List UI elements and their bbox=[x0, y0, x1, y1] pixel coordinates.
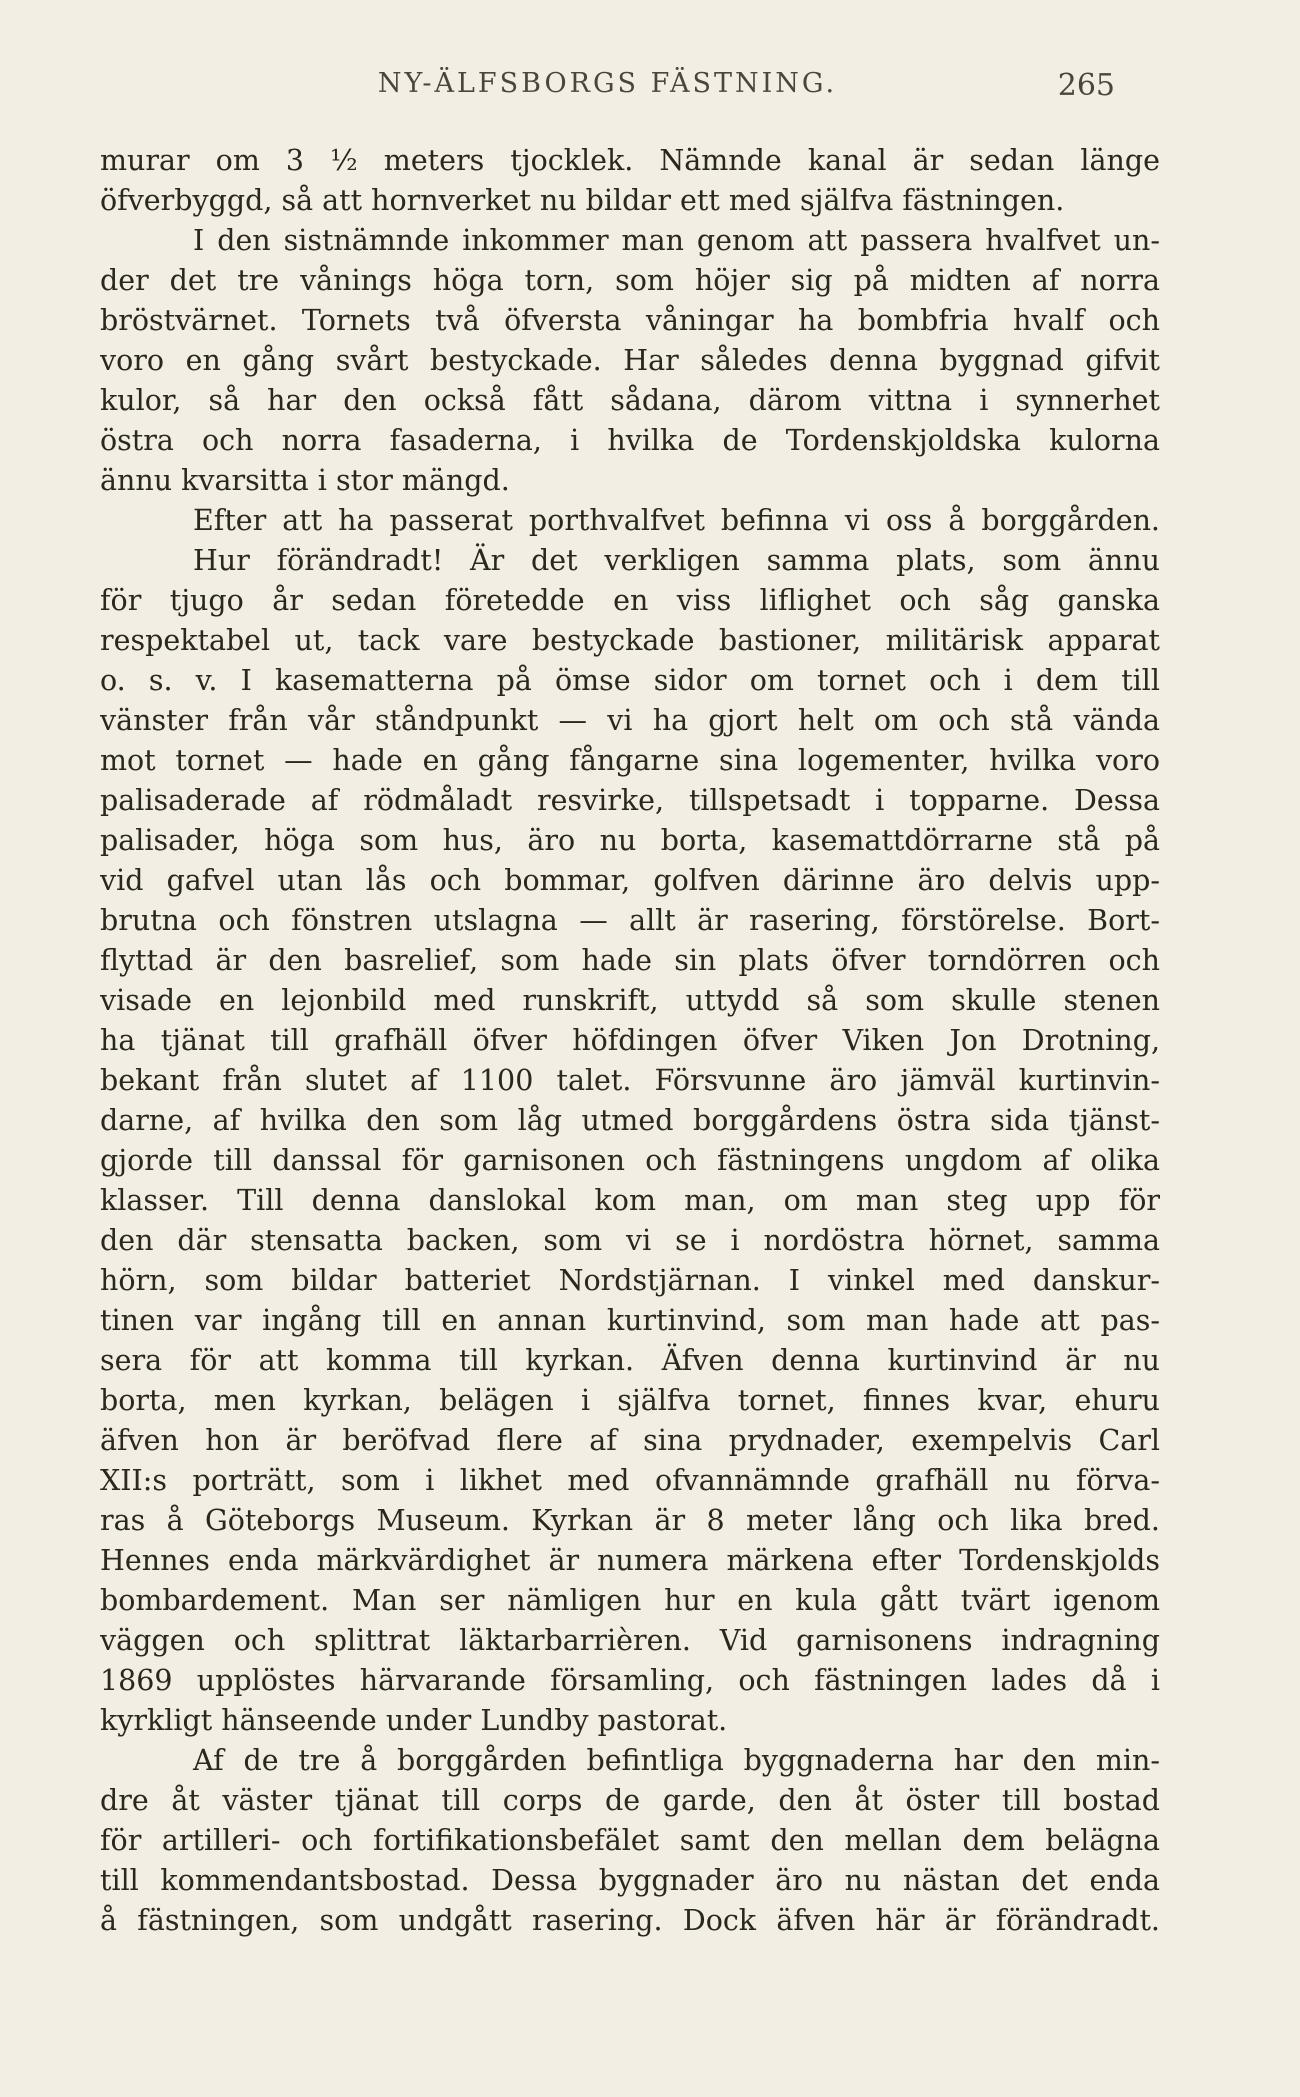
text-line: ha tjänat till grafhäll öfver höfdingen öfver Viken Jon Drotning, bbox=[100, 1024, 1160, 1057]
text-line: borta, men kyrkan, belägen i själfva tornet, finnes kvar, ehuru bbox=[100, 1384, 1160, 1417]
text-line: XII:s porträtt, som i likhet med ofvannämnde grafhäll nu förva- bbox=[100, 1464, 1160, 1497]
text-line: tinen var ingång till en annan kurtinvind, som man hade att pas- bbox=[100, 1304, 1160, 1337]
text-line: klasser. Till denna danslokal kom man, om man steg upp för bbox=[100, 1184, 1160, 1217]
text-line: Hennes enda märkvärdighet är numera märkena efter Tordenskjolds bbox=[100, 1544, 1160, 1577]
text-line: brutna och fönstren utslagna — allt är rasering, förstörelse. Bort- bbox=[100, 904, 1160, 937]
text-line: till kommendantsbostad. Dessa byggnader äro nu nästan det enda bbox=[100, 1864, 1160, 1897]
text-line: sera för att komma till kyrkan. Äfven denna kurtinvind är nu bbox=[100, 1344, 1160, 1377]
text-line: o. s. v. I kasematterna på ömse sidor om tornet och i dem till bbox=[100, 664, 1160, 697]
text-line: respektabel ut, tack vare bestyckade bastioner, militärisk apparat bbox=[100, 624, 1160, 657]
text-line: för tjugo år sedan företedde en viss liflighet och såg ganska bbox=[100, 584, 1160, 617]
text-line: visade en lejonbild med runskrift, uttydd så som skulle stenen bbox=[100, 984, 1160, 1017]
text-line: den där stensatta backen, som vi se i nordöstra hörnet, samma bbox=[100, 1224, 1160, 1257]
text-line: gjorde till danssal för garnisonen och fästningens ungdom af olika bbox=[100, 1144, 1160, 1177]
text-line: palisader, höga som hus, äro nu borta, kasemattdörrarne stå på bbox=[100, 824, 1160, 857]
text-line: darne, af hvilka den som låg utmed borggårdens östra sida tjänst- bbox=[100, 1104, 1160, 1137]
page-header bbox=[100, 68, 1115, 108]
text-line: vänster från vår ståndpunkt — vi ha gjort helt om och stå vända bbox=[100, 704, 1160, 737]
text-line: palisaderade af rödmåladt resvirke, tillspetsadt i topparne. Dessa bbox=[100, 784, 1160, 817]
text-line: vid gafvel utan lås och bommar, golfven därinne äro delvis upp- bbox=[100, 864, 1160, 897]
text-line: hörn, som bildar batteriet Nordstjärnan. I vinkel med danskur- bbox=[100, 1264, 1160, 1297]
text-line: väggen och splittrat läktarbarrièren. Vid garnisonens indragning bbox=[100, 1624, 1160, 1657]
text-line: äfven hon är beröfvad flere af sina prydnader, exempelvis Carl bbox=[100, 1424, 1160, 1457]
text-line: dre åt väster tjänat till corps de garde, den åt öster till bostad bbox=[100, 1784, 1160, 1817]
text-line: mot tornet — hade en gång fångarne sina logementer, hvilka voro bbox=[100, 744, 1160, 777]
text-line: 1869 upplöstes härvarande församling, och fästningen lades då i bbox=[100, 1664, 1160, 1697]
body-text bbox=[100, 141, 1160, 1941]
text-line: östra och norra fasaderna, i hvilka de Tordenskjoldska kulorna bbox=[100, 424, 1160, 457]
text-line: Af de tre å borggården befintliga byggnaderna har den min- bbox=[193, 1744, 1160, 1777]
text-line: bekant från slutet af 1100 talet. Försvunne äro jämväl kurtinvin- bbox=[100, 1064, 1160, 1097]
text-line: för artilleri- och fortifikationsbefälet samt den mellan dem belägna bbox=[100, 1824, 1160, 1857]
page-number: 265 bbox=[1057, 68, 1115, 103]
text-line: I den sistnämnde inkommer man genom att passera hvalfvet un- bbox=[193, 224, 1160, 257]
text-line: ännu kvarsitta i stor mängd. bbox=[100, 464, 510, 497]
text-line: murar om 3 ½ meters tjocklek. Nämnde kanal är sedan länge bbox=[100, 144, 1160, 177]
text-line: der det tre vånings höga torn, som höjer sig på midten af norra bbox=[100, 264, 1160, 297]
text-line: voro en gång svårt bestyckade. Har således denna byggnad gifvit bbox=[100, 344, 1160, 377]
text-line: flyttad är den basrelief, som hade sin plats öfver torndörren och bbox=[100, 944, 1160, 977]
text-line: å fästningen, som undgått rasering. Dock äfven här är förändradt. bbox=[100, 1904, 1160, 1937]
text-line: öfverbyggd, så att hornverket nu bildar ett med själfva fästningen. bbox=[100, 184, 1065, 217]
text-line: Efter att ha passerat porthvalfvet befinna vi oss å borggården. bbox=[193, 504, 1160, 537]
text-line: kyrkligt hänseende under Lundby pastorat. bbox=[100, 1704, 728, 1737]
text-line: ras å Göteborgs Museum. Kyrkan är 8 meter lång och lika bred. bbox=[100, 1504, 1160, 1537]
text-line: Hur förändradt! Är det verkligen samma plats, som ännu bbox=[193, 544, 1160, 577]
running-head: NY-ÄLFSBORGS FÄSTNING. bbox=[377, 68, 838, 99]
text-line: kulor, så har den också fått sådana, därom vittna i synnerhet bbox=[100, 384, 1160, 417]
text-line: bröstvärnet. Tornets två öfversta våningar ha bombfria hvalf och bbox=[100, 304, 1160, 337]
text-line: bombardement. Man ser nämligen hur en kula gått tvärt igenom bbox=[100, 1584, 1160, 1617]
